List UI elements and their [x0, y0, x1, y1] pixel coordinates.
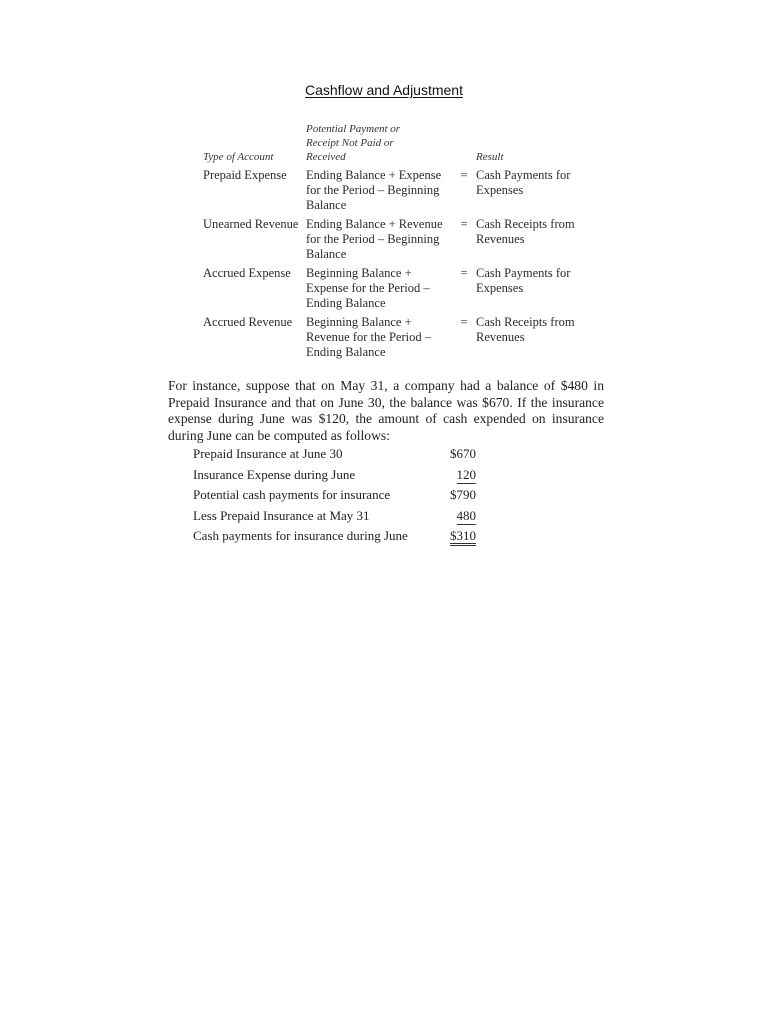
row-formula-unearned-revenue: Ending Balance + Revenue for the Period – Beginning Balance — [306, 217, 443, 261]
row-formula-prepaid-expense: Ending Balance + Expense for the Period – Beginning Balance — [306, 168, 442, 212]
example-paragraph: For instance, suppose that on May 31, a company had a balance of $480 in Prepaid Insurance and that on June 30, the balance was $670. If the insurance expense during June was $120, the amount of cash expended on insurance during June can be computed as follows: — [168, 378, 604, 443]
header-type-of-account: Type of Account — [203, 151, 274, 163]
row-result-unearned-revenue: Cash Receipts from Revenues — [476, 217, 575, 246]
equals-sign: = — [460, 266, 468, 280]
header-result: Result — [476, 151, 504, 163]
equals-sign: = — [460, 217, 468, 231]
computation-amount: 120 — [456, 467, 476, 482]
computation-amount: 480 — [456, 508, 476, 523]
computation-label: Prepaid Insurance at June 30 — [193, 446, 343, 461]
row-type-accrued-expense: Accrued Expense — [203, 266, 291, 280]
row-result-prepaid-expense: Cash Payments for Expenses — [476, 168, 571, 197]
row-type-unearned-revenue: Unearned Revenue — [203, 217, 299, 231]
computation-label: Less Prepaid Insurance at May 31 — [193, 508, 370, 523]
computation-total: $310 — [436, 528, 476, 544]
equals-sign: = — [460, 168, 468, 182]
row-type-accrued-revenue: Accrued Revenue — [203, 315, 293, 329]
header-potential-payment: Potential Payment or Receipt Not Paid or Received — [306, 123, 401, 163]
row-formula-accrued-revenue: Beginning Balance + Revenue for the Period – Ending Balance — [306, 315, 431, 359]
row-result-accrued-expense: Cash Payments for Expenses — [476, 266, 571, 295]
row-result-accrued-revenue: Cash Receipts from Revenues — [476, 315, 575, 344]
computation-label: Insurance Expense during June — [193, 467, 356, 482]
computation-amount: $790 — [450, 487, 476, 502]
computation-label: Potential cash payments for insurance — [193, 487, 391, 502]
equals-sign: = — [460, 315, 468, 329]
computation-label: Cash payments for insurance during June — [193, 528, 408, 543]
computation-amount: $670 — [450, 446, 476, 461]
row-type-prepaid-expense: Prepaid Expense — [203, 168, 287, 182]
row-formula-accrued-expense: Beginning Balance + Expense for the Period – Ending Balance — [306, 266, 430, 310]
page-title: Cashflow and Adjustment — [305, 82, 463, 98]
